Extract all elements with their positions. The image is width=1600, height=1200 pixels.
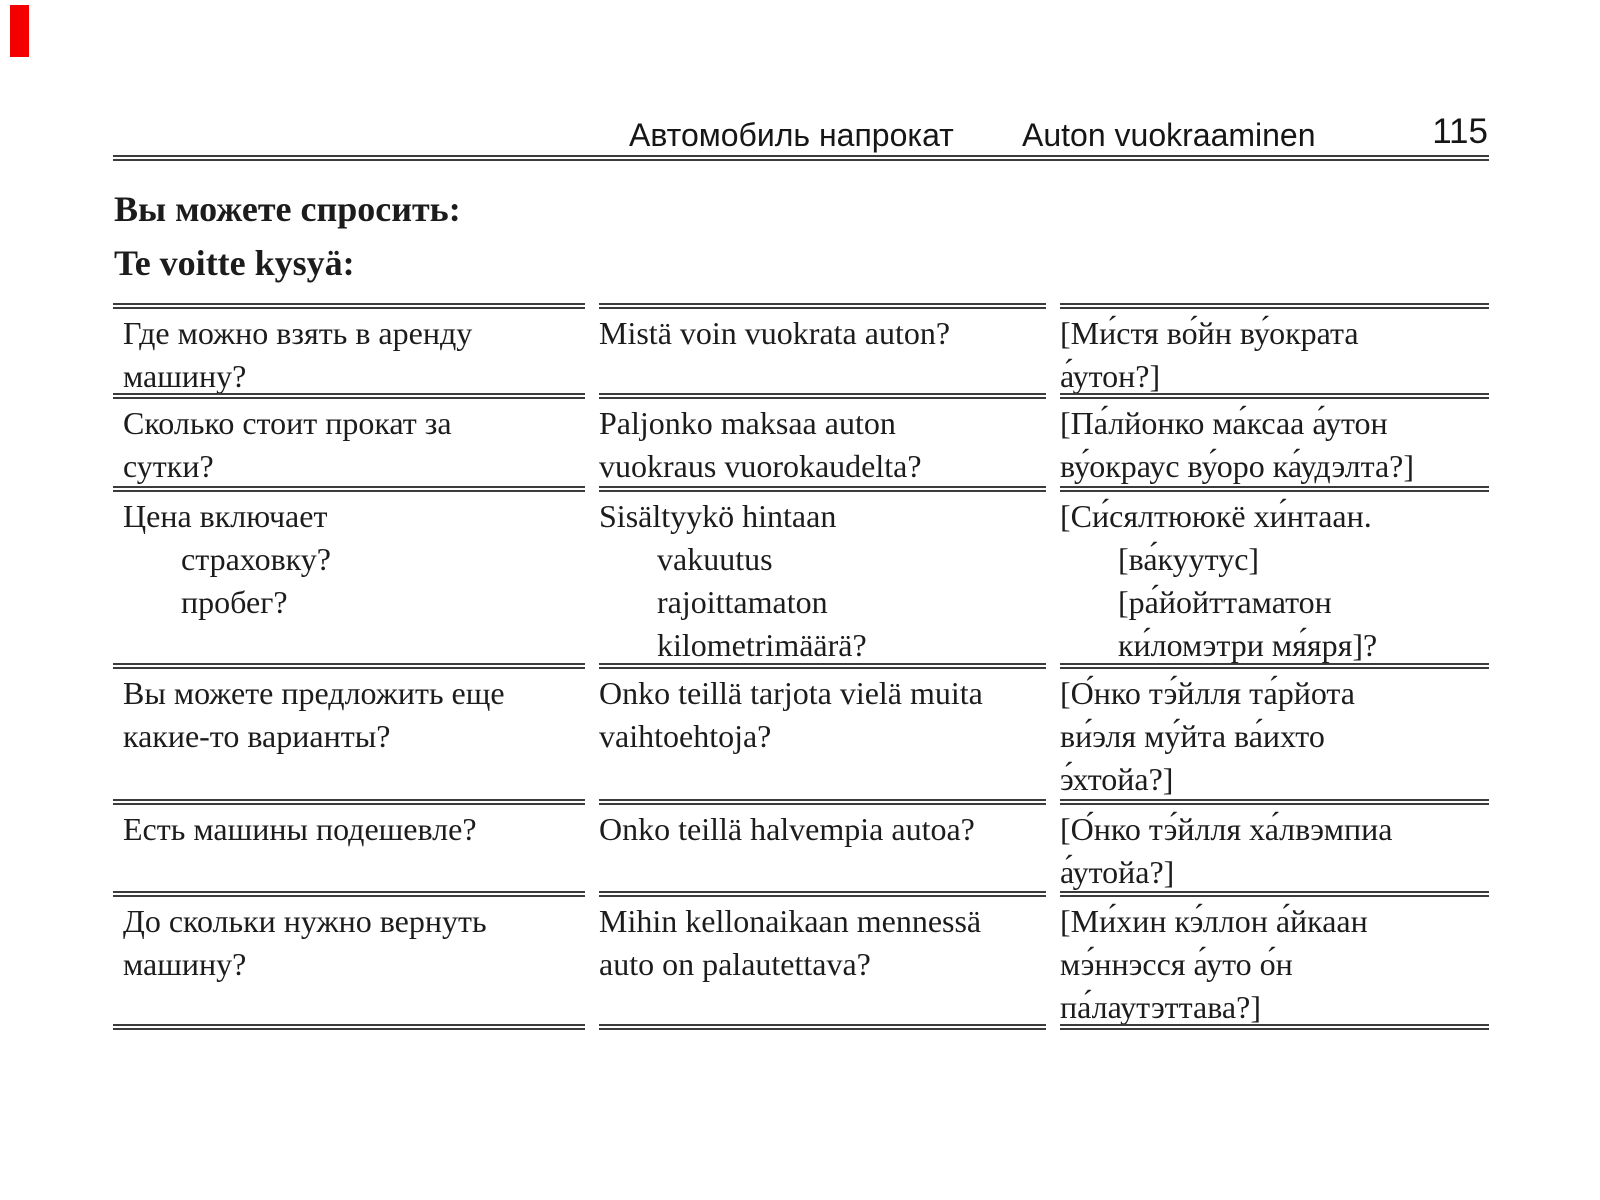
table-cell-fi	[599, 891, 1046, 1024]
phrase-line: а́утойа?]	[1060, 854, 1175, 890]
table-bottom-rule	[1060, 1024, 1489, 1033]
phrase-line: [Ми́стя во́йн ву́ократа	[1060, 315, 1359, 351]
phrase-line: До скольки нужно вернуть	[123, 903, 487, 939]
phrase-line: vuokraus vuorokaudelta?	[599, 448, 922, 484]
phrase-line: vaihtoehtoja?	[599, 718, 772, 754]
table-cell-ru	[113, 799, 585, 891]
table-cell-tr	[1060, 663, 1489, 799]
table-cell-fi	[599, 663, 1046, 799]
header-title-finnish: Auton vuokraaminen	[1022, 117, 1316, 153]
table-cell-tr	[1060, 393, 1489, 486]
phrase-line: Mihin kellonaikaan mennessä	[599, 903, 982, 939]
table-cell-tr	[1060, 486, 1489, 663]
header-title-russian: Автомобиль напрокат	[629, 117, 954, 153]
phrase-line: Paljonko maksaa auton	[599, 405, 896, 441]
phrase-line: vakuutus	[657, 541, 773, 577]
phrase-line: [Си́сялтююкё хи́нтаан.	[1060, 498, 1372, 534]
intro-heading-finnish: Te voitte kysyä:	[114, 243, 355, 283]
table-bottom-rule	[113, 1024, 585, 1033]
phrase-line: страховку?	[181, 541, 331, 577]
phrase-line: ки́ломэтри мя́яря]?	[1118, 627, 1378, 663]
table-cell-tr	[1060, 891, 1489, 1024]
phrase-line: rajoittamaton	[657, 584, 828, 620]
table-cell-ru	[113, 393, 585, 486]
table-cell-ru	[113, 663, 585, 799]
table-cell-fi	[599, 393, 1046, 486]
phrase-line: Onko teillä tarjota vielä muita	[599, 675, 983, 711]
phrase-line: Сколько стоит прокат за	[123, 405, 452, 441]
phrase-line: пробег?	[181, 584, 288, 620]
phrase-line: э́хтойа?]	[1060, 761, 1174, 797]
phrase-line: Цена включает	[123, 498, 328, 534]
phrase-line: мэ́ннэсся а́уто о́н	[1060, 946, 1293, 982]
phrase-line: kilometrimäärä?	[657, 627, 867, 663]
phrase-line: [Па́лйонко ма́ксаа а́утон	[1060, 405, 1388, 441]
phrase-line: [О́нко тэ́йлля та́рйота	[1060, 675, 1355, 711]
table-cell-fi	[599, 486, 1046, 663]
phrase-line: сутки?	[123, 448, 214, 484]
header-rule	[113, 155, 1489, 161]
phrase-line: Sisältyykö hintaan	[599, 498, 837, 534]
page-number: 115	[1432, 112, 1488, 151]
phrase-line: [ра́йойттаматон	[1118, 584, 1332, 620]
phrase-line: Onko teillä halvempia autoa?	[599, 811, 975, 847]
red-marker	[10, 5, 29, 57]
phrase-table	[113, 303, 1489, 1024]
phrase-line: ви́эля му́йта ва́ихто	[1060, 718, 1325, 754]
table-cell-ru	[113, 891, 585, 1024]
phrase-line: Mistä voin vuokrata auton?	[599, 315, 951, 351]
phrase-line: па́лаутэттава?]	[1060, 989, 1261, 1025]
table-cell-tr	[1060, 799, 1489, 891]
phrase-line: Есть машины подешевле?	[123, 811, 477, 847]
phrase-line: какие-то варианты?	[123, 718, 391, 754]
table-cell-ru	[113, 486, 585, 663]
table-cell-ru	[113, 303, 585, 393]
phrase-line: Вы можете предложить еще	[123, 675, 505, 711]
table-bottom-rule	[599, 1024, 1046, 1033]
phrase-line: ву́окраус ву́оро ка́удэлта?]	[1060, 448, 1415, 484]
phrase-line: [Ми́хин кэ́ллон а́йкаан	[1060, 903, 1368, 939]
phrase-line: машину?	[123, 946, 247, 982]
phrase-line: auto on palautettava?	[599, 946, 871, 982]
phrase-line: [ва́куутус]	[1118, 541, 1260, 577]
table-cell-fi	[599, 303, 1046, 393]
intro-heading-russian: Вы можете спросить:	[114, 189, 461, 229]
phrase-line: а́утон?]	[1060, 358, 1161, 394]
table-cell-fi	[599, 799, 1046, 891]
phrase-line: [О́нко тэ́йлля ха́лвэмпиа	[1060, 811, 1393, 847]
phrase-line: Где можно взять в аренду	[123, 315, 473, 351]
table-cell-tr	[1060, 303, 1489, 393]
phrase-line: машину?	[123, 358, 247, 394]
